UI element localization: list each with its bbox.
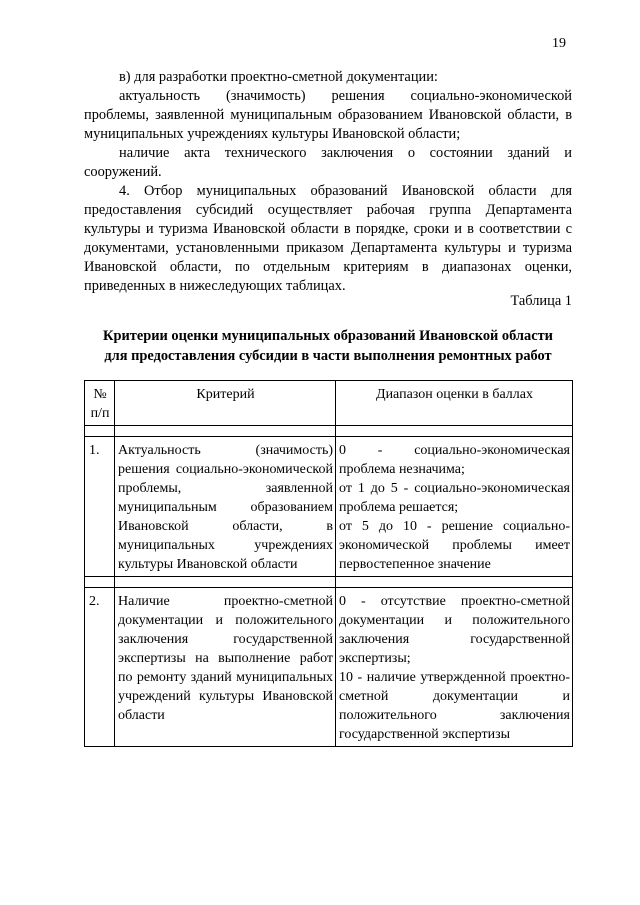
paragraph: 4. Отбор муниципальных образований Ивановской области для предоставления субсидий осуществляет рабочая группа Департамента культуры и туризма Ивановской области в порядке, сроки и в соответствии с документами, установленными приказом Департамента культуры и туризма Ивановской области, по отдельным критериям в диапазонах оценки, приведенных в нижеследующих таблицах.	[84, 183, 572, 294]
table-header-row	[85, 381, 573, 426]
row-range	[336, 588, 573, 747]
table-title-line: для предоставления субсидии в части выполнения ремонтных работ	[104, 348, 552, 364]
table-title-line: Критерии оценки муниципальных образований Ивановской области	[103, 328, 553, 344]
row-num: 1.	[85, 437, 115, 577]
criteria-table	[84, 380, 573, 747]
body-text	[84, 68, 572, 296]
row-criterion: Наличие проектно-сметной документации и положительного заключения государственной экспертизы на выполнение работ по ремонту зданий муниципальных учреждений культуры Ивановской области	[115, 588, 336, 747]
range-line: от 1 до 5 - социально-экономическая проблема решается;	[339, 481, 570, 515]
paragraph: в) для разработки проектно-сметной документации:	[119, 69, 438, 85]
paragraph: наличие акта технического заключения о состоянии зданий и сооружений.	[84, 145, 572, 180]
table-row	[85, 588, 573, 747]
range-line: 10 - наличие утвержденной проектно-сметной документации и положительного заключения государственной экспертизы	[339, 670, 570, 742]
paragraph: актуальность (значимость) решения социально-экономической проблемы, заявленной муниципальным образованием Ивановской области, в муниципальных учреждениях культуры Ивановской области;	[84, 88, 572, 142]
row-num: 2.	[85, 588, 115, 747]
table-title	[84, 326, 572, 366]
header-num: № п/п	[85, 381, 115, 426]
row-range	[336, 437, 573, 577]
row-criterion: Актуальность (значимость) решения социально-экономической проблемы, заявленной муниципальным образованием Ивановской области, в муниципальных учреждениях культуры Ивановской области	[115, 437, 336, 577]
header-criterion: Критерий	[115, 381, 336, 426]
range-line: 0 - социально-экономическая проблема незначима;	[339, 443, 570, 477]
spacer-row	[85, 426, 573, 437]
range-line: от 5 до 10 - решение социально-экономической проблемы имеет первостепенное значение	[339, 519, 570, 572]
page-number: 19	[552, 36, 566, 51]
spacer-row	[85, 577, 573, 588]
range-line: 0 - отсутствие проектно-сметной документации и положительного заключения государственной экспертизы;	[339, 594, 570, 666]
table-row	[85, 437, 573, 577]
table-caption: Таблица 1	[510, 293, 572, 309]
header-range: Диапазон оценки в баллах	[336, 381, 573, 426]
